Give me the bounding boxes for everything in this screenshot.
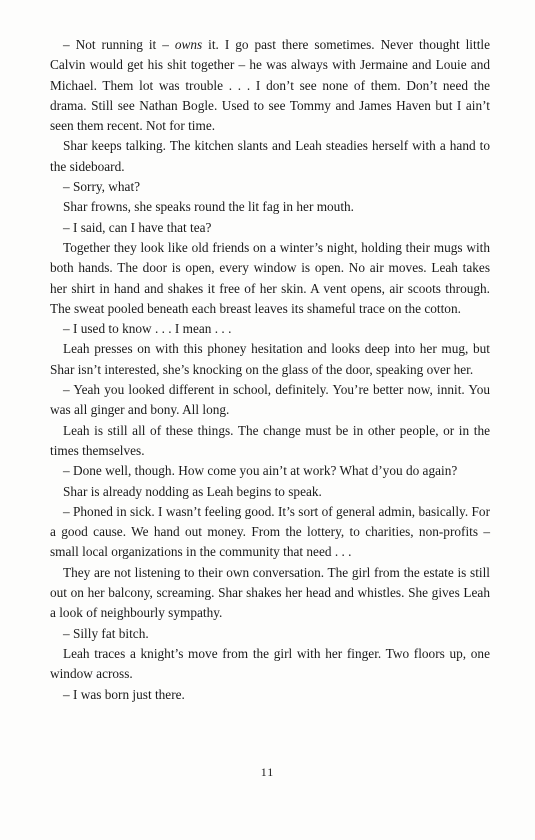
paragraph: – Sorry, what? [63,179,141,195]
paragraph: – I said, can I have that tea? [63,219,212,235]
page-number: 11 [260,765,275,779]
paragraph: – I used to know . . . I mean . . . [63,321,232,337]
paragraph: – Yeah you looked different in school, definitely. You’re better now, innit. You was all ginger and bony. All long. [50,382,490,418]
paragraph: Together they look like old friends on a winter’s night, holding their mugs with both hands. The door is open, every window is open. No air moves. Leah takes her shirt in hand and shakes it free of her skin. A vent opens, air scoots through. The sweat pooled beneath each breast leaves its shameful trace on the cotton. [50,239,490,316]
paragraph: – Done well, though. How come you ain’t at work? What d’you do again? [63,463,458,479]
paragraph: – I was born just there. [63,686,185,702]
paragraph: Shar is already nodding as Leah begins to speak. [63,483,322,499]
paragraph: – Not running it – owns it. I go past there sometimes. Never thought little Calvin would get his shit together – he was always with Jermaine and Louie and Michael. Them lot was trouble . . . I don’t see none of them. Don’t need the drama. Still see Nathan Bogle. Used to see Tommy and James Haven but I ain’t seen them recent. Not for time. [50,37,490,134]
paragraph: Shar frowns, she speaks round the lit fag in her mouth. [63,199,354,215]
paragraph: They are not listening to their own conversation. The girl from the estate is still out on her balcony, screaming. Shar shakes her head and whistles. She gives Leah a look of neighbourly sympathy. [50,564,490,621]
paragraph: – Phoned in sick. I wasn’t feeling good. It’s sort of general admin, basically. For a good cause. We hand out money. From the lottery, to charities, non-profits – small local organizations in the community that need . . . [50,503,490,560]
paragraph: Leah traces a knight’s move from the girl with her finger. Two floors up, one window across. [50,645,490,682]
paragraph: Leah presses on with this phoney hesitation and looks deep into her mug, but Shar isn’t interested, she’s knocking on the glass of the door, speaking over her. [50,341,490,377]
body-text [50,35,490,705]
paragraph: – Silly fat bitch. [63,625,149,641]
paragraph: Leah is still all of these things. The change must be in other people, or in the times themselves. [50,422,490,458]
emphasis: owns [174,37,203,52]
paragraph: Shar keeps talking. The kitchen slants and Leah steadies herself with a hand to the sideboard. [50,138,490,174]
